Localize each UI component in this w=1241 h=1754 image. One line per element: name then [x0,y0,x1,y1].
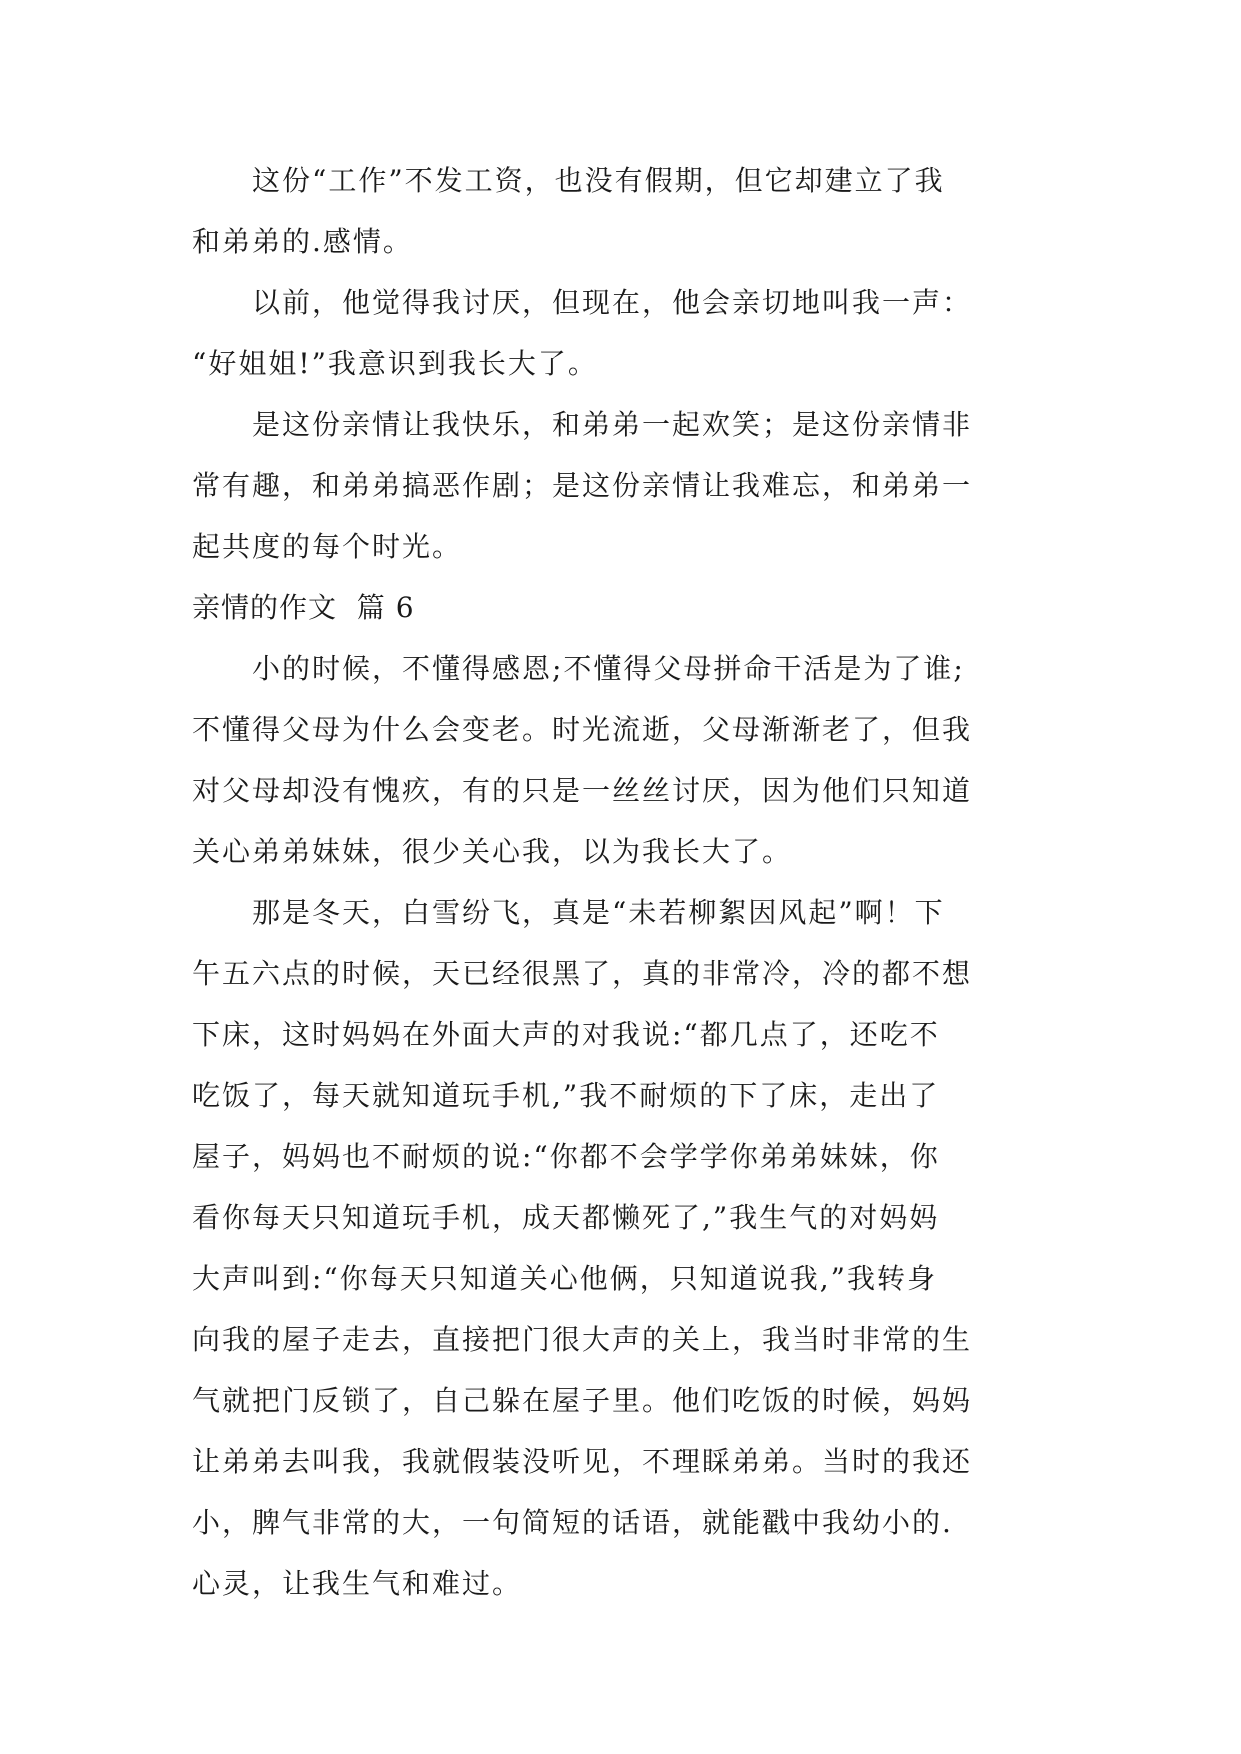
paragraph-line: 对父母却没有愧疚，有的只是一丝丝讨厌，因为他们只知道 [192,774,973,807]
paragraph-line: 那是冬天，白雪纷飞，真是“未若柳絮因风起”啊！下 [252,896,945,929]
paragraph-line: 小，脾气非常的大，一句简短的话语，就能戳中我幼小的. [192,1506,953,1539]
paragraph-line: 常有趣，和弟弟搞恶作剧；是这份亲情让我难忘，和弟弟一 [192,469,973,502]
paragraph [192,272,1052,394]
paragraph-line: 看你每天只知道玩手机，成天都懒死了,”我生气的对妈妈 [192,1201,940,1234]
paragraph [192,150,1052,272]
paragraph-line: 关心弟弟妹妹，很少关心我，以为我长大了。 [192,835,793,868]
paragraph-line: 起共度的每个时光。 [192,530,463,563]
paragraph-line: 让弟弟去叫我，我就假装没听见，不理睬弟弟。当时的我还 [192,1445,973,1478]
document-body [192,150,1052,1614]
paragraph-line: 下床，这时妈妈在外面大声的对我说:“都几点了，还吃不 [192,1018,940,1051]
paragraph-line: 是这份亲情让我快乐，和弟弟一起欢笑；是这份亲情非 [252,408,973,441]
paragraph [192,882,1052,1614]
paragraph-line: 以前，他觉得我讨厌，但现在，他会亲切地叫我一声： [252,286,973,319]
paragraph-line: 气就把门反锁了，自己躲在屋子里。他们吃饭的时候，妈妈 [192,1384,973,1417]
paragraph-line: 和弟弟的.感情。 [192,225,413,258]
paragraph-line: 向我的屋子走去，直接把门很大声的关上，我当时非常的生 [192,1323,973,1356]
paragraph-line: 午五六点的时候，天已经很黑了，真的非常冷，冷的都不想 [192,957,973,990]
paragraph-line: 这份“工作”不发工资，也没有假期，但它却建立了我 [252,164,945,197]
paragraph-line: 小的时候，不懂得感恩;不懂得父母拼命干活是为了谁; [252,652,965,685]
paragraph-line: 不懂得父母为什么会变老。时光流逝，父母渐渐老了，但我 [192,713,973,746]
paragraph-line: “好姐姐!”我意识到我长大了。 [192,347,598,380]
paragraph-line: 大声叫到:“你每天只知道关心他俩，只知道说我,”我转身 [192,1262,937,1295]
paragraph-line: 屋子，妈妈也不耐烦的说:“你都不会学学你弟弟妹妹，你 [192,1140,940,1173]
section-heading: 亲情的作文 篇 6 [192,591,415,624]
paragraph [192,638,1052,882]
paragraph [192,394,1052,577]
paragraph-line: 心灵，让我生气和难过。 [192,1567,523,1600]
paragraph-line: 吃饭了，每天就知道玩手机,”我不耐烦的下了床，走出了 [192,1079,940,1112]
